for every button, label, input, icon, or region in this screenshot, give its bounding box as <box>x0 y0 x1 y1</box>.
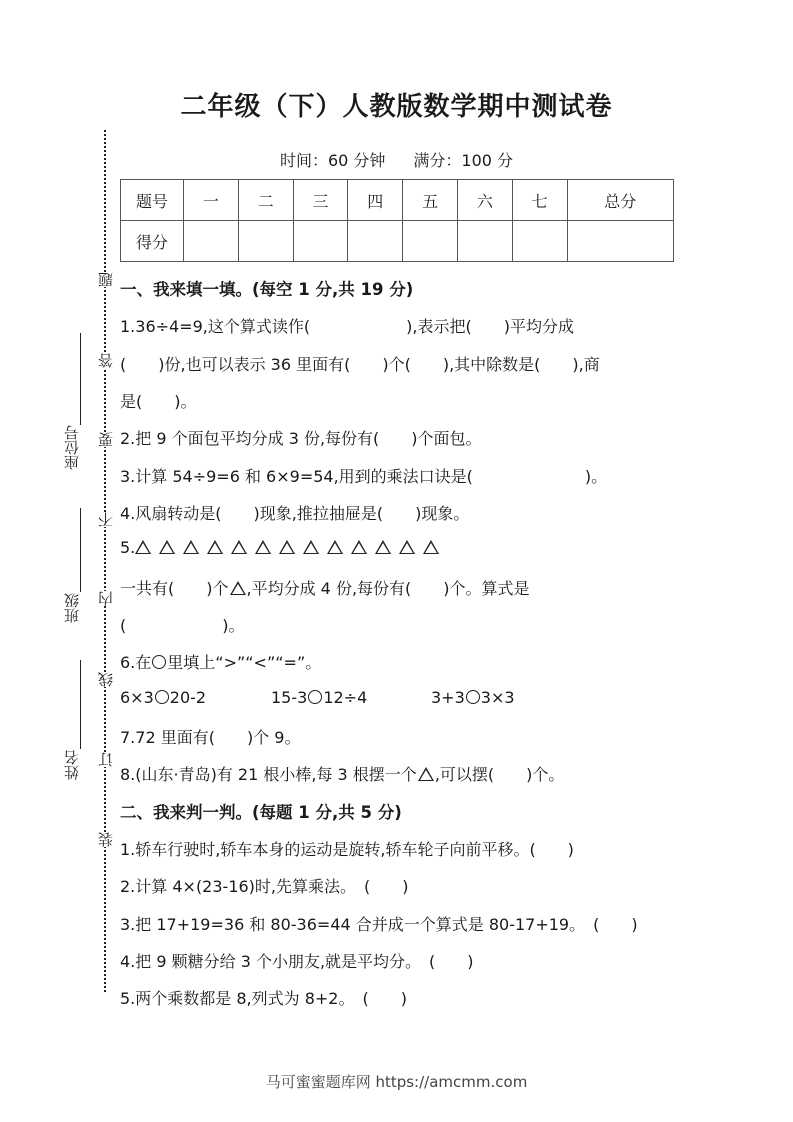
triangle-icon <box>399 540 415 554</box>
table-header-row <box>121 180 674 221</box>
q6-expr-3 <box>431 688 515 707</box>
score-cell[interactable] <box>238 221 293 262</box>
name-label: 姓名 <box>63 750 81 780</box>
judge-item: 1.轿车行驶时,轿车本身的运动是旋转,轿车轮子向前平移。( ) <box>120 840 574 859</box>
score-cell[interactable] <box>348 221 403 262</box>
triangle-icon <box>230 581 246 595</box>
expr-right: 12÷4 <box>323 688 368 707</box>
circle-blank[interactable] <box>308 690 322 704</box>
triangle-icon <box>231 540 247 554</box>
footer-watermark: 马可蜜蜜题库网 https://amcmm.com <box>265 1073 528 1091</box>
score-info: 满分：100 分 <box>413 151 514 170</box>
expr-right: 3×3 <box>480 688 515 707</box>
q6-prompt <box>120 650 321 673</box>
table-cell: 总分 <box>567 180 673 221</box>
triangle-row <box>135 538 447 557</box>
triangle-icon <box>207 540 223 554</box>
q1-line3: 是( )。 <box>120 392 197 411</box>
binding-char: 订 <box>97 752 115 767</box>
q7: 7.72 里面有( )个 9。 <box>120 728 301 747</box>
binding-char: 线 <box>97 672 115 687</box>
circle-blank[interactable] <box>466 690 480 704</box>
q5-label: 5. <box>120 538 136 557</box>
q1-line1: 1.36÷4=9,这个算式读作( ),表示把( )平均分成 <box>120 317 574 336</box>
expr-left: 3+3 <box>431 688 465 707</box>
name-blank[interactable] <box>80 660 81 749</box>
q1-line2: ( )份,也可以表示 36 里面有( )个( ),其中除数是( ),商 <box>120 355 600 374</box>
q8-text-a: 8.(山东·青岛)有 21 根小棒,每 3 根摆一个 <box>120 765 417 784</box>
table-cell: 四 <box>348 180 403 221</box>
exam-info <box>0 148 793 171</box>
table-cell: 七 <box>512 180 567 221</box>
table-cell: 二 <box>238 180 293 221</box>
q5-text-b: ,平均分成 4 份,每份有( )个。算式是 <box>246 579 530 598</box>
triangle-icon <box>351 540 367 554</box>
score-cell[interactable] <box>567 221 673 262</box>
q3: 3.计算 54÷9=6 和 6×9=54,用到的乘法口诀是( )。 <box>120 467 608 486</box>
table-score-row <box>121 221 674 262</box>
binding-char: 题 <box>97 272 115 287</box>
binding-char: 内 <box>97 591 115 606</box>
judge-item: 2.计算 4×(23-16)时,先算乘法。 ( ) <box>120 877 409 896</box>
page-title: 二年级（下）人教版数学期中测试卷 <box>180 92 613 122</box>
expr-left: 15-3 <box>271 688 308 707</box>
circle-icon <box>152 655 166 669</box>
section-1-heading: 一、我来填一填。(每空 1 分,共 19 分) <box>120 280 414 299</box>
table-cell: 五 <box>403 180 458 221</box>
time-info: 时间：60 分钟 <box>279 151 386 170</box>
triangle-icon <box>183 540 199 554</box>
score-cell[interactable] <box>403 221 458 262</box>
q5-line1 <box>120 538 447 557</box>
score-cell[interactable] <box>184 221 239 262</box>
q5-line3: ( )。 <box>120 616 245 635</box>
binding-char: 不 <box>97 512 115 527</box>
triangle-icon <box>423 540 439 554</box>
score-cell[interactable] <box>457 221 512 262</box>
table-cell: 一 <box>184 180 239 221</box>
table-cell: 三 <box>293 180 348 221</box>
judge-item: 5.两个乘数都是 8,列式为 8+2。 ( ) <box>120 989 407 1008</box>
q6-text-a: 6.在 <box>120 653 152 672</box>
table-cell: 得分 <box>121 221 184 262</box>
triangle-icon <box>303 540 319 554</box>
binding-char: 装 <box>97 832 115 847</box>
table-cell: 六 <box>457 180 512 221</box>
class-label: 班级 <box>63 593 81 623</box>
triangle-icon <box>255 540 271 554</box>
binding-char: 答 <box>97 353 115 368</box>
circle-blank[interactable] <box>155 690 169 704</box>
expr-left: 6×3 <box>120 688 154 707</box>
class-blank[interactable] <box>80 508 81 592</box>
q6-text-b: 里填上“>”“<”“=”。 <box>167 653 322 672</box>
q4: 4.风扇转动是( )现象,推拉抽屉是( )现象。 <box>120 504 470 523</box>
triangle-icon <box>327 540 343 554</box>
seat-label: 座位号 <box>63 425 81 470</box>
q5-text-a: 一共有( )个 <box>120 579 229 598</box>
binding-char: 要 <box>97 432 115 447</box>
score-cell[interactable] <box>512 221 567 262</box>
q8 <box>120 762 564 785</box>
triangle-icon <box>159 540 175 554</box>
score-table <box>120 179 674 262</box>
expr-right: 20-2 <box>169 688 207 707</box>
q6-expr-1 <box>120 688 206 707</box>
q5-line2 <box>120 576 530 599</box>
table-cell: 题号 <box>121 180 184 221</box>
q2: 2.把 9 个面包平均分成 3 份,每份有( )个面包。 <box>120 429 482 448</box>
section-2-heading: 二、我来判一判。(每题 1 分,共 5 分) <box>120 803 402 822</box>
triangle-icon <box>375 540 391 554</box>
q8-text-b: ,可以摆( )个。 <box>434 765 565 784</box>
binding-dotted-line <box>104 130 106 992</box>
triangle-icon <box>135 540 151 554</box>
score-cell[interactable] <box>293 221 348 262</box>
judge-item: 3.把 17+19=36 和 80-36=44 合并成一个算式是 80-17+19。 ( ) <box>120 915 638 934</box>
judge-item: 4.把 9 颗糖分给 3 个小朋友,就是平均分。 ( ) <box>120 952 474 971</box>
triangle-icon <box>418 767 434 781</box>
q6-expr-2 <box>271 688 367 707</box>
seat-blank[interactable] <box>80 333 81 425</box>
triangle-icon <box>279 540 295 554</box>
